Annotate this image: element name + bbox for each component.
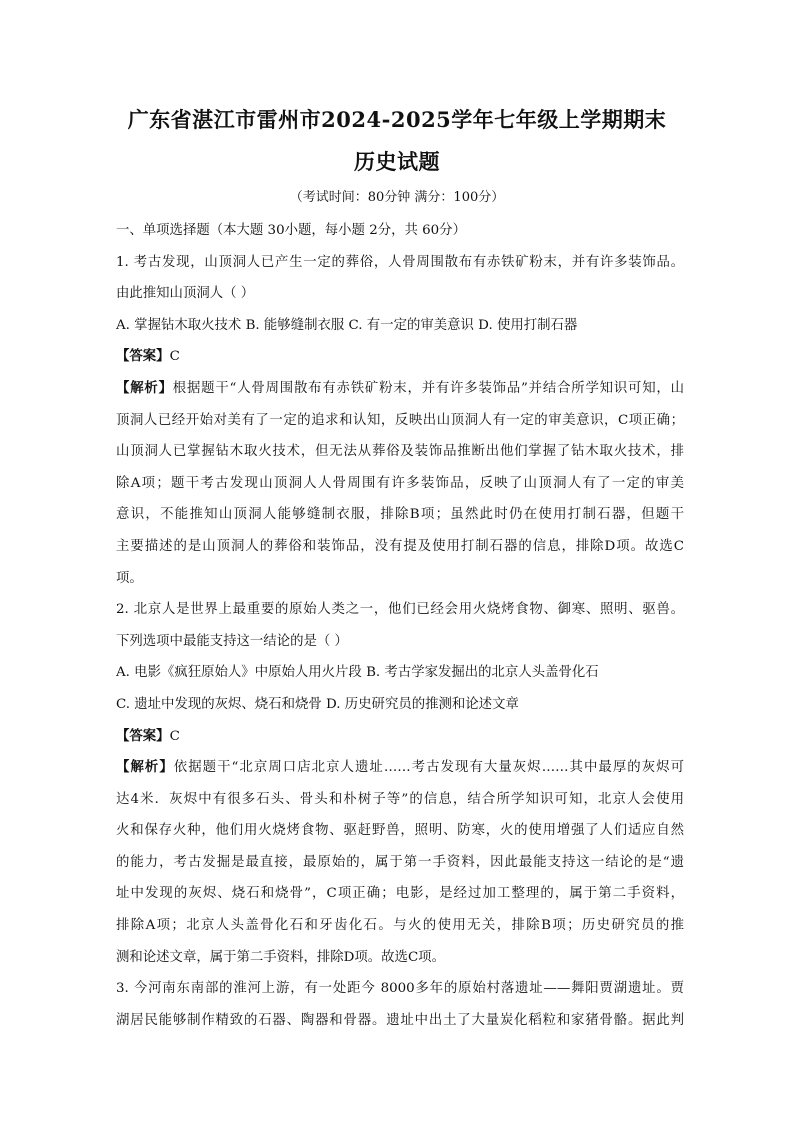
answer-tag: 【答案】 — [116, 348, 170, 365]
document-subtitle: 历史试题 — [354, 149, 440, 174]
q2-analysis-line: 排除A项；北京人头盖骨化石和牙齿化石。与火的使用无关，排除B项；历史研究员的推 — [116, 918, 684, 934]
q2-stem-line: 下列选项中最能支持这一结论的是（ ） — [116, 633, 348, 649]
analysis-tag: 【解析】 — [116, 379, 173, 396]
q1-analysis-line: 意识，不能推知山顶洞人能够缝制衣服，排除B项；虽然此时仍在使用打制石器，但题干 — [116, 507, 684, 523]
q2-stem-line: 2. 北京人是世界上最重要的原始人类之一，他们已经会用火烧烤食物、御寒、照明、驱兽。 — [116, 602, 684, 618]
answer-tag: 【答案】 — [116, 727, 170, 744]
document-title: 广东省湛江市雷州市2024-2025学年七年级上学期期末 — [127, 107, 667, 132]
exam-info: （考试时间：80分钟 满分：100分） — [289, 190, 505, 205]
q1-options: A. 掌握钻木取火技术 B. 能够缝制衣服 C. 有一定的审美意识 D. 使用打制石器 — [116, 317, 578, 333]
q1-analysis-line: 项。 — [116, 570, 143, 586]
question-content — [116, 215, 684, 1036]
q2-analysis-line: 达4米．灰烬中有很多石头、骨头和朴树子等”的信息，结合所学知识可知，北京人会使用 — [116, 791, 684, 807]
q1-analysis-line: 主要描述的是山顶洞人的葬俗和装饰品，没有提及使用打制石器的信息，排除D项。故选C — [116, 538, 684, 554]
q1-answer — [116, 341, 684, 373]
q1-analysis-line: 山顶洞人已掌握钻木取火技术，但无法从葬俗及装饰品推断出他们掌握了钻木取火技术，排 — [116, 444, 684, 460]
q2-analysis-line: 址中发现的灰烬、烧石和烧骨”，C项正确；电影，是经过加工整理的，属于第二手资料， — [116, 886, 684, 902]
q2-options: C. 遗址中发现的灰烬、烧石和烧骨 D. 历史研究员的推测和论述文章 — [116, 696, 519, 712]
q2-analysis-line: 火和保存火种，他们用火烧烤食物、驱赶野兽，照明、防寒，火的使用增强了人们适应自然 — [116, 823, 684, 839]
q2-options: A. 电影《疯狂原始人》中原始人用火片段 B. 考古学家发掘出的北京人头盖骨化石 — [116, 665, 599, 681]
q1-stem-line: 由此推知山顶洞人（ ） — [116, 286, 255, 302]
q3-stem-line: 3. 今河南东南部的淮河上游，有一处距今 8000多年的原始村落遗址——舞阳贾湖遗址。贾 — [116, 981, 684, 997]
section-heading: 一、单项选择题（本大题 30小题，每小题 2分，共 60分） — [116, 223, 466, 238]
answer-value: C — [169, 349, 180, 365]
answer-value: C — [169, 728, 180, 744]
q1-analysis-line — [116, 373, 684, 405]
q2-answer — [116, 721, 684, 753]
q1-analysis-line: 顶洞人已经开始对美有了一定的追求和认知，反映出山顶洞人有一定的审美意识，C项正确； — [116, 412, 684, 428]
q2-analysis-line: 的能力，考古发掘是最直接，最原始的，属于第一手资料，因此最能支持这一结论的是“遗 — [116, 854, 684, 870]
q1-analysis-line: 除A项；题干考古发现山顶洞人人骨周围有许多装饰品，反映了山顶洞人有了一定的审美 — [116, 475, 684, 491]
q2-analysis-line — [116, 752, 684, 784]
analysis-text: 依据题干“北京周口店北京人遗址……考古发现有大量灰烬……其中最厚的灰烬可 — [173, 760, 684, 776]
q2-analysis-line: 测和论述文章，属于第二手资料，排除D项。故选C项。 — [116, 949, 445, 965]
q3-stem-line: 湖居民能够制作精致的石器、陶器和骨器。遗址中出土了大量炭化稻粒和家猪骨骼。据此判 — [116, 1012, 684, 1028]
q1-stem-line: 1. 考古发现，山顶洞人已产生一定的葬俗，人骨周围散布有赤铁矿粉末，并有许多装饰品。 — [116, 254, 684, 270]
analysis-text: 根据题干“人骨周围散布有赤铁矿粉末，并有许多装饰品”并结合所学知识可知，山 — [172, 380, 684, 396]
analysis-tag: 【解析】 — [116, 759, 174, 776]
